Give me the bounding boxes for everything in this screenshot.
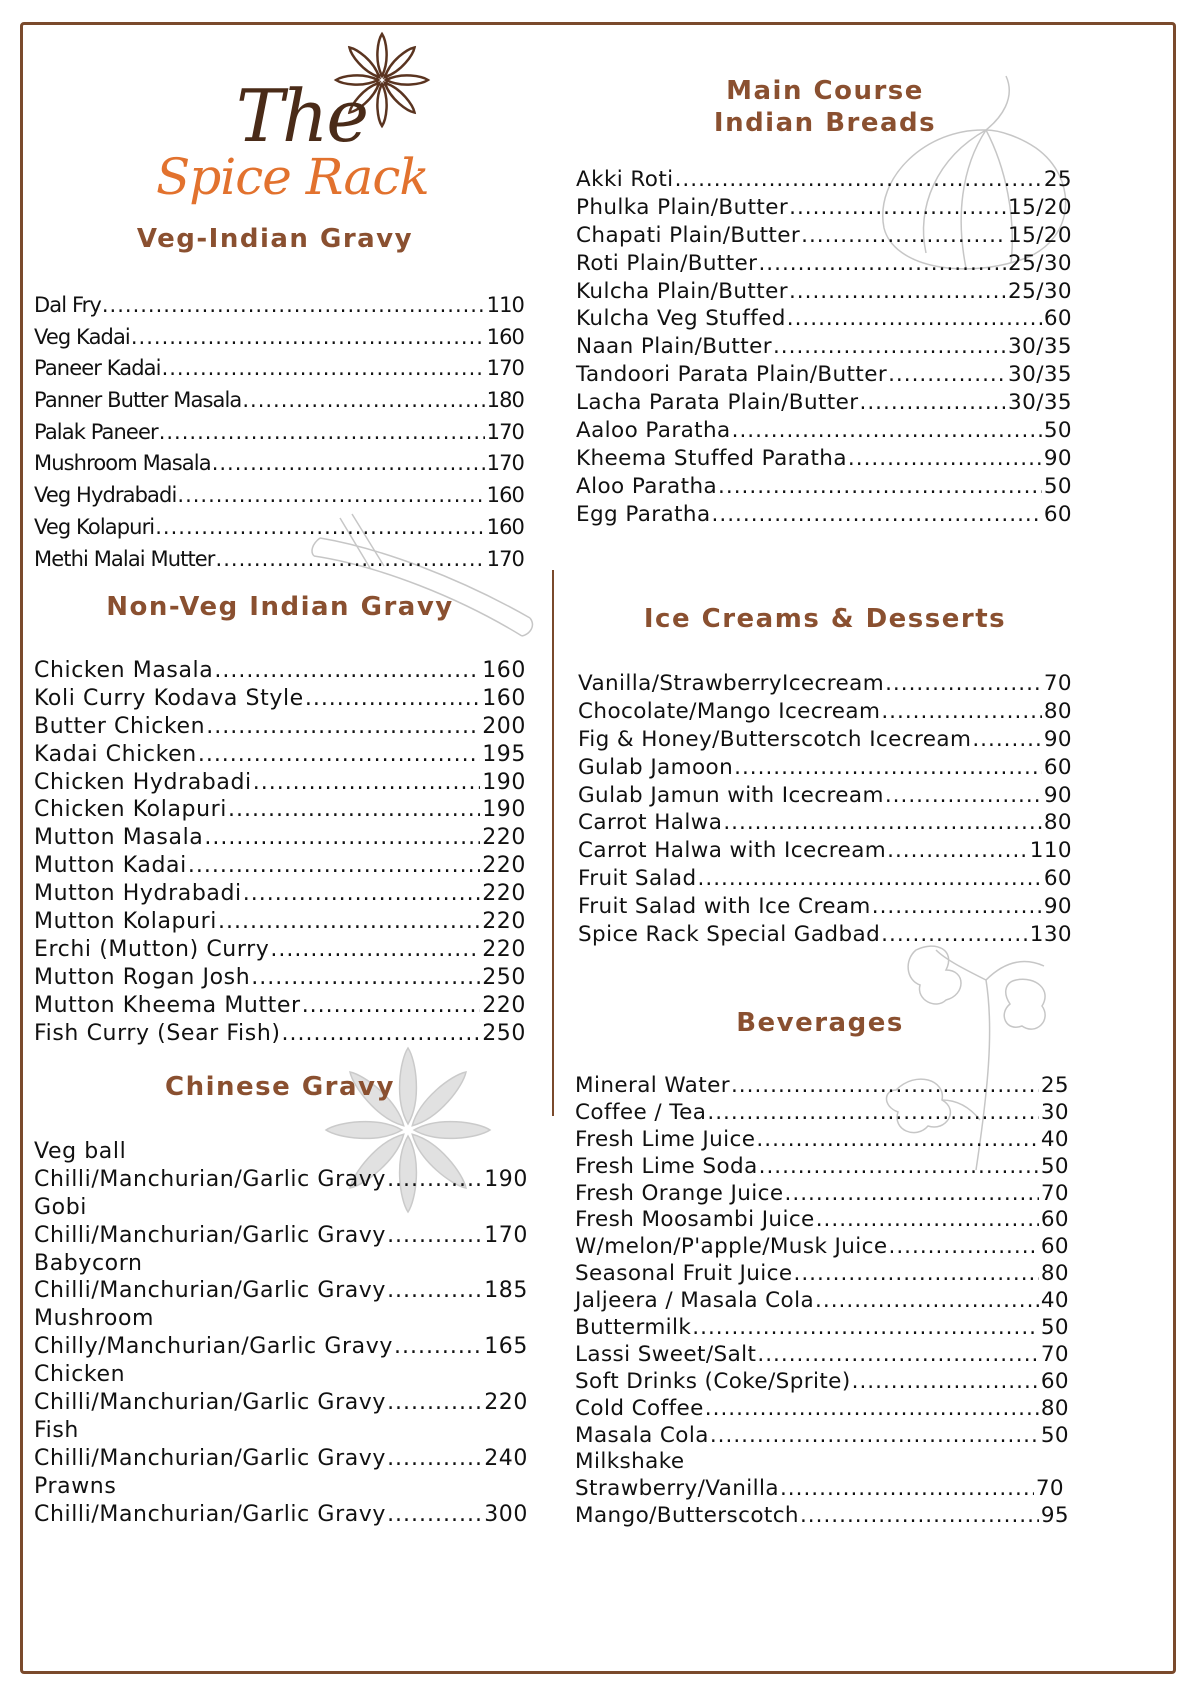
menu-item: Chicken Hydrabadi ..... 190: [34, 769, 526, 797]
menu-item: Aloo Paratha ..... 50: [576, 473, 1072, 501]
menu-item: Veg Kolapuri ..... 160: [34, 512, 524, 544]
desserts-title: Ice Creams & Desserts: [643, 604, 1007, 634]
menu-item: Kadai Chicken ..... 195: [34, 741, 526, 769]
indian-breads-subtitle: Indian Breads: [713, 108, 937, 138]
menu-item: Mutton Kheema Mutter ..... 220: [34, 992, 526, 1020]
menu-item: Fresh Moosambi Juice ..... 60: [575, 1207, 1069, 1234]
veg-indian-gravy-list: [34, 290, 524, 575]
menu-item: Chilli/Manchurian/Garlic Gravy ..... 220: [34, 1389, 528, 1417]
menu-item: Fish Curry (Sear Fish) ..... 250: [34, 1020, 526, 1048]
menu-item: Mango/Butterscotch ..... 95: [575, 1503, 1069, 1530]
menu-item: Dal Fry ..... 110: [34, 290, 524, 322]
menu-item: Koli Curry Kodava Style ..... 160: [34, 685, 526, 713]
menu-item: Mushroom Masala ..... 170: [34, 448, 524, 480]
group-label: Prawns: [34, 1473, 117, 1499]
menu-item: Chilli/Manchurian/Garlic Gravy ..... 240: [34, 1445, 528, 1473]
veg-indian-gravy-title: Veg-Indian Gravy: [136, 224, 414, 254]
menu-item: Mutton Kolapuri ..... 220: [34, 908, 526, 936]
beverages-title: Beverages: [736, 1008, 904, 1038]
menu-item: Fresh Lime Soda ..... 50: [575, 1154, 1069, 1181]
menu-item: Aaloo Paratha ..... 50: [576, 417, 1072, 445]
menu-item: Chilli/Manchurian/Garlic Gravy ..... 300: [34, 1501, 528, 1529]
menu-item: Roti Plain/Butter ..... 25/30: [576, 250, 1072, 278]
menu-item: Chicken Kolapuri ..... 190: [34, 796, 526, 824]
menu-item: Lacha Parata Plain/Butter ..... 30/35: [576, 389, 1072, 417]
menu-item: Carrot Halwa with Icecream ..... 110: [578, 837, 1072, 865]
menu-item: Chicken Masala ..... 160: [34, 657, 526, 685]
menu-item: Chilli/Manchurian/Garlic Gravy ..... 190: [34, 1166, 528, 1194]
menu-item: Erchi (Mutton) Curry ..... 220: [34, 936, 526, 964]
menu-item: Mutton Hydrabadi ..... 220: [34, 880, 526, 908]
menu-item: Paneer Kadai ..... 170: [34, 353, 524, 385]
group-label: Chicken: [34, 1362, 126, 1388]
menu-item: Coffee / Tea ..... 30: [575, 1100, 1069, 1127]
beverages-list: [575, 1073, 1069, 1530]
menu-item: Carrot Halwa ..... 80: [578, 809, 1072, 837]
column-divider: [552, 570, 554, 1116]
menu-item: Chilli/Manchurian/Garlic Gravy ..... 185: [34, 1277, 528, 1305]
menu-item: Gulab Jamun with Icecream ..... 90: [578, 782, 1072, 810]
menu-item: Akki Roti ..... 25: [576, 166, 1072, 194]
milkshake-label: Milkshake: [575, 1449, 685, 1475]
menu-item: Masala Cola ..... 50: [575, 1423, 1069, 1450]
menu-item: Mutton Rogan Josh ..... 250: [34, 964, 526, 992]
menu-item: Phulka Plain/Butter ..... 15/20: [576, 194, 1072, 222]
chinese-gravy-title: Chinese Gravy: [165, 1072, 395, 1102]
group-label: Veg ball: [34, 1139, 127, 1164]
menu-item: Chilly/Manchurian/Garlic Gravy ..... 165: [34, 1333, 528, 1361]
menu-item: Panner Butter Masala ..... 180: [34, 385, 524, 417]
menu-item: Vanilla/StrawberryIcecream ..... 70: [578, 670, 1072, 698]
menu-item: Methi Malai Mutter ..... 170: [34, 544, 524, 576]
menu-item: Egg Paratha ..... 60: [576, 501, 1072, 529]
menu-item: Fig & Honey/Butterscotch Icecream ..... 90: [578, 726, 1072, 754]
menu-item: Jaljeera / Masala Cola ..... 40: [575, 1288, 1069, 1315]
menu-item: Mutton Masala ..... 220: [34, 824, 526, 852]
menu-item: Cold Coffee ..... 80: [575, 1396, 1069, 1423]
menu-item: Palak Paneer ..... 170: [34, 417, 524, 449]
menu-item: Fresh Lime Juice ..... 40: [575, 1127, 1069, 1154]
menu-item: Lassi Sweet/Salt ..... 70: [575, 1342, 1069, 1369]
menu-item: Naan Plain/Butter ..... 30/35: [576, 333, 1072, 361]
menu-item: Fruit Salad with Ice Cream ..... 90: [578, 893, 1072, 921]
menu-item: Kheema Stuffed Paratha ..... 90: [576, 445, 1072, 473]
menu-item: Fresh Orange Juice ..... 70: [575, 1181, 1069, 1208]
menu-item: Kulcha Veg Stuffed ..... 60: [576, 305, 1072, 333]
menu-item: Soft Drinks (Coke/Sprite) ..... 60: [575, 1369, 1069, 1396]
menu-item: Chilli/Manchurian/Garlic Gravy ..... 170: [34, 1222, 528, 1250]
menu-item: Mutton Kadai ..... 220: [34, 852, 526, 880]
menu-item: Veg Kadai ..... 160: [34, 322, 524, 354]
menu-item: Kulcha Plain/Butter ..... 25/30: [576, 278, 1072, 306]
nonveg-indian-gravy-title: Non-Veg Indian Gravy: [106, 592, 454, 622]
chinese-gravy-list: [34, 1138, 528, 1528]
logo-line2: Spice Rack: [156, 148, 429, 206]
menu-item: Mineral Water ..... 25: [575, 1073, 1069, 1100]
menu-item: Chocolate/Mango Icecream ..... 80: [578, 698, 1072, 726]
group-label: Mushroom: [34, 1306, 155, 1332]
menu-item: Butter Chicken ..... 200: [34, 713, 526, 741]
desserts-list: [578, 670, 1072, 949]
menu-item: Fruit Salad ..... 60: [578, 865, 1072, 893]
group-label: Gobi: [34, 1194, 87, 1220]
logo-line1: The: [236, 74, 368, 158]
menu-item: Tandoori Parata Plain/Butter ..... 30/35: [576, 361, 1072, 389]
group-label: Babycorn: [34, 1250, 143, 1276]
menu-item: Chapati Plain/Butter ..... 15/20: [576, 222, 1072, 250]
menu-item: Gulab Jamoon ..... 60: [578, 754, 1072, 782]
main-course-title: Main Course: [726, 76, 924, 106]
menu-item: W/melon/P'apple/Musk Juice ..... 60: [575, 1234, 1069, 1261]
menu-item: Veg Hydrabadi ..... 160: [34, 480, 524, 512]
menu-item: Spice Rack Special Gadbad ..... 130: [578, 921, 1072, 949]
group-label: Fish: [34, 1417, 79, 1443]
menu-item: Strawberry/Vanilla ..... 70: [575, 1476, 1069, 1503]
menu-item: Buttermilk ..... 50: [575, 1315, 1069, 1342]
menu-item: Seasonal Fruit Juice ..... 80: [575, 1261, 1069, 1288]
logo: [150, 30, 460, 230]
nonveg-indian-gravy-list: [34, 657, 526, 1047]
indian-breads-list: [576, 166, 1072, 529]
